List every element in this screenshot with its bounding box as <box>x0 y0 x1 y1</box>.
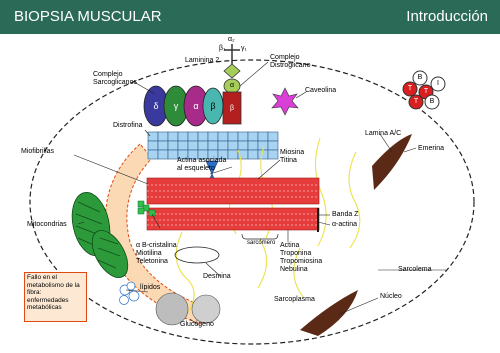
label-banda-z: Banda Z <box>332 211 359 218</box>
label-sarcoplasma: Sarcoplasma <box>274 296 315 303</box>
label-nucleo: Núcleo <box>380 293 402 300</box>
label-teletonina: Teletonina <box>136 258 168 265</box>
label-alpha-actina: α-actina <box>332 221 358 228</box>
header-bar <box>0 0 500 34</box>
label-distrofina: Distrofina <box>113 122 143 129</box>
label-actina-asociada-1: Actina asociada <box>177 157 227 164</box>
nucleus-upper <box>372 134 412 190</box>
cell-letter: T <box>423 88 429 95</box>
label-nebulina: Nebulina <box>280 266 308 273</box>
label-lipidos: lípidos <box>140 284 161 291</box>
label-sarcolema: Sarcolema <box>398 266 432 273</box>
label-beta1: β₁ <box>219 45 226 52</box>
label-mitocondrias: Mitocondrias <box>27 221 67 228</box>
label-laminina: Laminina 2 <box>185 57 220 64</box>
sarcomere-lower <box>147 208 319 230</box>
sarcomere-upper <box>147 178 319 204</box>
cell-letter: I <box>437 80 439 87</box>
label-sg-beta: β <box>210 101 216 111</box>
label-titina: Titina <box>280 157 297 164</box>
label-complejo-sarco-1: Complejo <box>93 71 123 78</box>
cell-letter: T <box>413 98 419 105</box>
label-gamma1: γ₁ <box>241 45 247 52</box>
label-actina-asociada-2: al esqueleto <box>177 165 215 172</box>
distrofina-grid <box>148 132 278 159</box>
label-complejo-distro-1: Complejo <box>270 54 300 61</box>
cell-letter: B <box>417 74 423 81</box>
label-lamina: Lamina A/C <box>365 130 402 137</box>
metabolic-disease-note: Fallo en el metabolismo de la fibra: enfermedades metabólicas <box>24 272 87 322</box>
label-desmina: Desmina <box>203 273 231 280</box>
label-sg-delta: δ <box>153 101 159 111</box>
label-distro-beta: β <box>229 105 235 112</box>
cell-letter: T <box>407 85 413 92</box>
label-miofibrillas: Miofibrillas <box>21 148 55 155</box>
label-complejo-distro-2: Distroglicano <box>270 62 311 69</box>
label-miotilina: Miotilina <box>136 250 162 257</box>
cell-letter: B <box>429 98 435 105</box>
desmina-ring <box>175 247 219 263</box>
label-sarcomero: sarcómero <box>247 240 276 246</box>
page-title: BIOPSIA MUSCULAR <box>14 8 162 25</box>
page-subtitle: Introducción <box>406 8 488 25</box>
label-sg-gamma: γ <box>173 101 179 111</box>
label-alpha2: α₂ <box>228 36 235 43</box>
label-troponina: Troponina <box>280 250 312 257</box>
diagram-stage <box>0 34 500 353</box>
label-caveolina: Caveolina <box>305 87 337 94</box>
label-complejo-sarco-2: Sarcoglicanos <box>93 79 137 86</box>
label-glucogeno: Glucógeno <box>180 321 214 328</box>
label-sg-alpha: α <box>193 101 199 111</box>
label-ab-cristalina: α B-cristalina <box>136 242 177 249</box>
label-tropomiosina: Tropomiosina <box>280 258 323 265</box>
label-distro-alpha: α <box>229 82 235 89</box>
label-miosina: Miosina <box>280 149 305 156</box>
label-actina: Actina <box>280 242 300 249</box>
caveolina-star <box>272 88 298 115</box>
label-emerina: Emerina <box>418 145 445 152</box>
